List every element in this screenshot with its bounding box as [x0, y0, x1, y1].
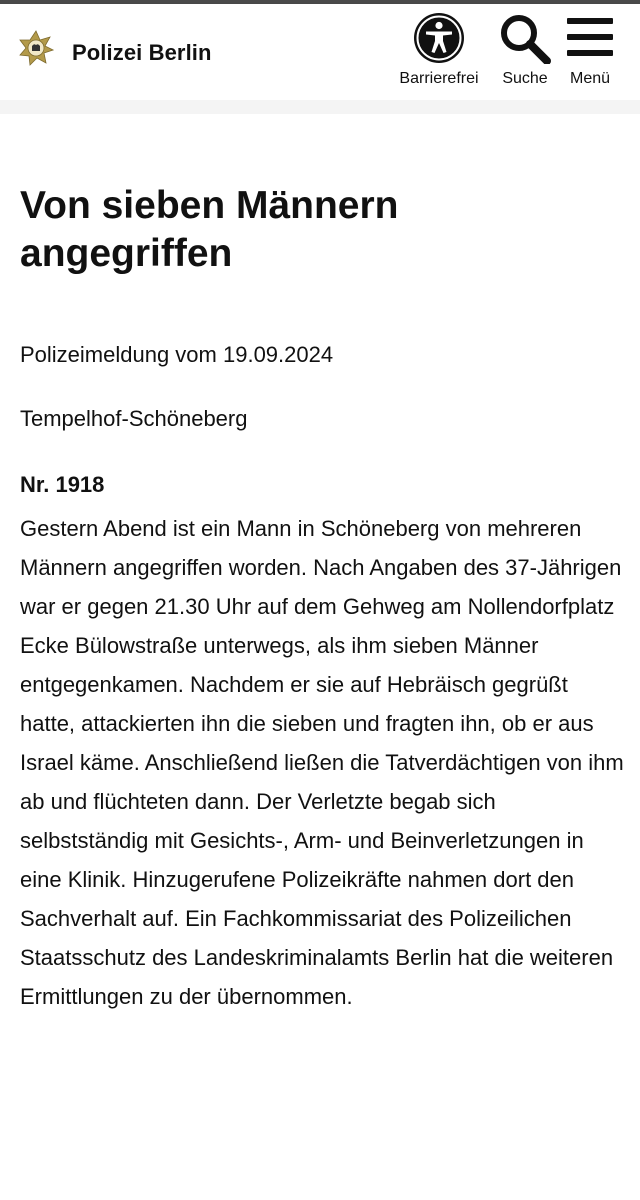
page-title: Von sieben Männern angegriffen	[20, 184, 399, 275]
accessibility-label: Barrierefrei	[399, 70, 479, 87]
accessibility-icon	[413, 12, 465, 64]
menu-label: Menü	[569, 70, 611, 87]
header-spacer	[0, 100, 640, 114]
district-label: Tempelhof-Schöneberg	[20, 406, 248, 431]
hamburger-menu-icon	[566, 12, 614, 64]
police-star-icon[interactable]	[18, 30, 54, 66]
article-body: Gestern Abend ist ein Mann in Schöneberg von mehreren Männern angegriffen worden. Nach Angaben des 37-Jährigen war er gegen 21.30 Uhr auf dem Gehweg am Nollendorfplatz Ecke Bülowstraße unterwegs, als ihm sieben Männer entgegenkamen. Nachdem er sie auf Hebräisch gegrüßt hatte, attackierten ihn die sieben und fragten ihn, ob er aus Israel käme. Anschließend ließen die Tatverdächtigen von ihm ab und flüchteten dann. Der Verletzte begab sich selbstständig mit Gesichts-, Arm- und Beinverletzungen in eine Klinik. Hinzugerufene Polizeikräfte nahmen dort den Sachverhalt auf. Ein Fachkommissariat des Polizeilichen Staatsschutz des Landeskriminalamts Berlin hat die weiteren Ermittlungen zu der übernommen.	[20, 516, 624, 1009]
search-label: Suche	[502, 70, 548, 87]
date-line: Polizeimeldung vom 19.09.2024	[20, 342, 334, 367]
search-icon	[498, 12, 552, 64]
report-number: Nr. 1918	[20, 472, 105, 497]
site-header	[0, 4, 640, 100]
brand-title[interactable]: Polizei Berlin	[72, 40, 212, 65]
menu-button[interactable]	[562, 12, 618, 98]
accessibility-button[interactable]	[392, 12, 486, 98]
search-button[interactable]	[494, 12, 556, 98]
